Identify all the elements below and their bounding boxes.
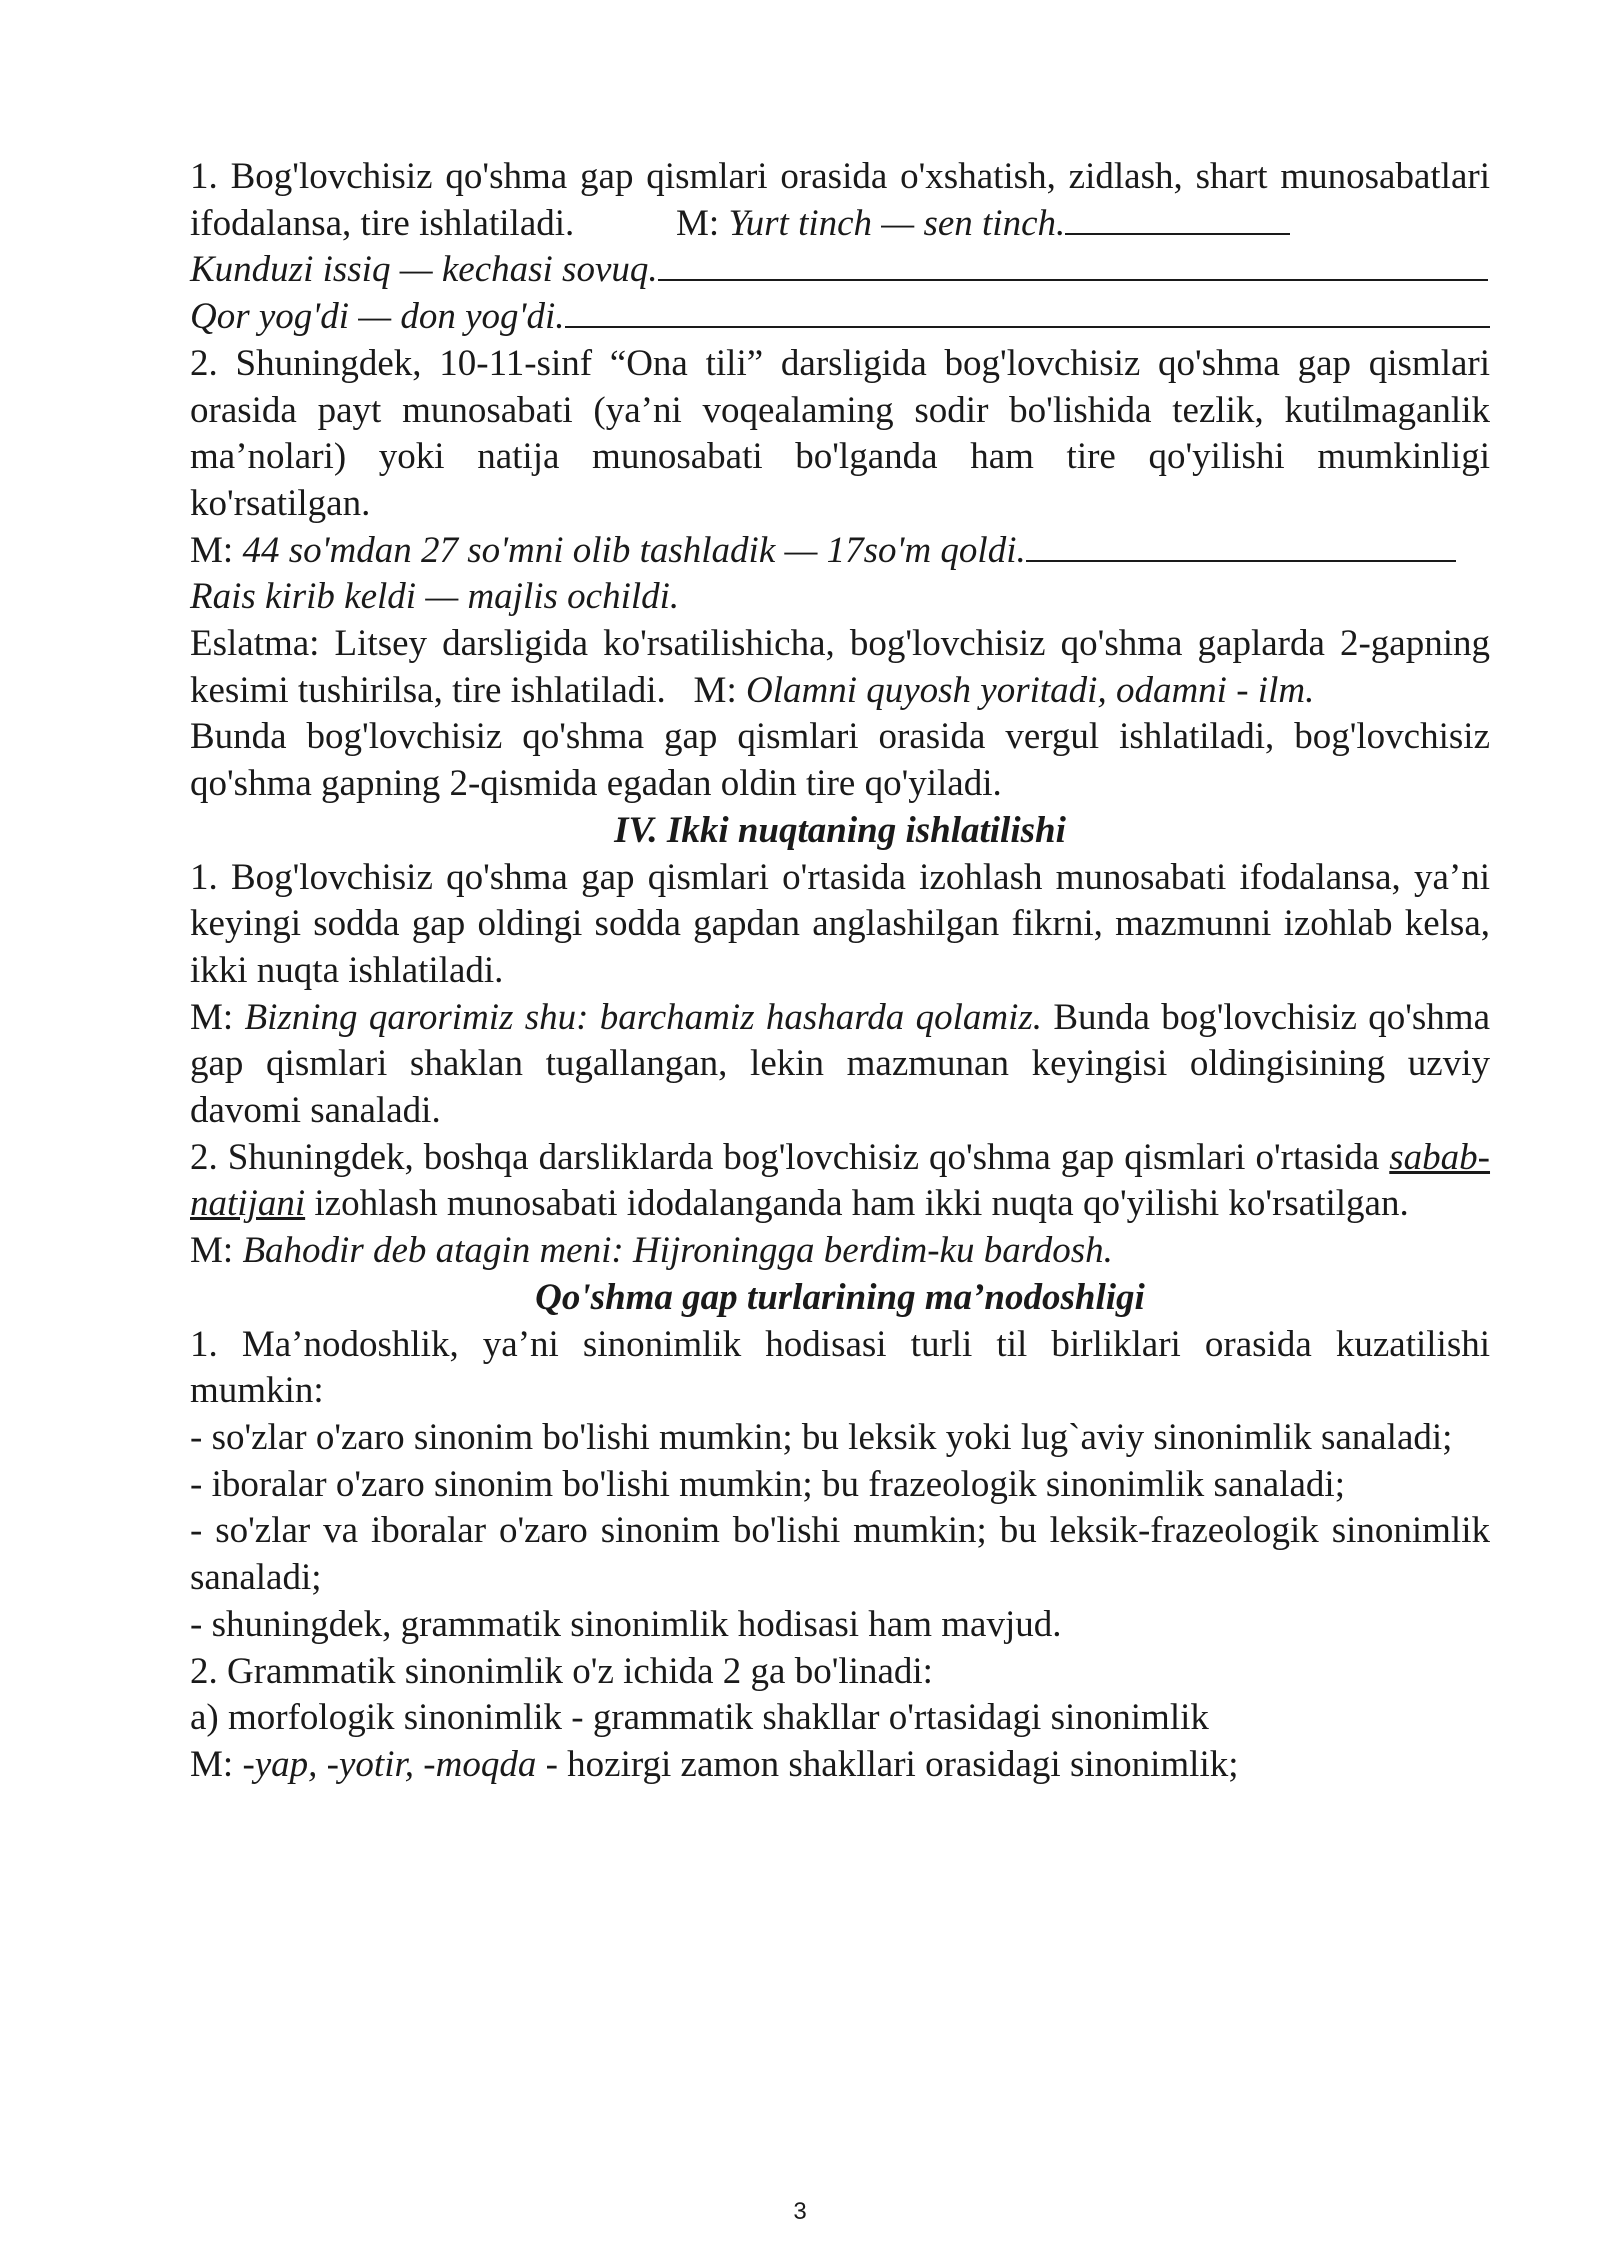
- list-item: - iboralar o'zaro sinonim bo'lishi mumkin; bu frazeologik sinonimlik sanaladi;: [190, 1463, 1345, 1505]
- paragraph-colon-2: [190, 1135, 1490, 1228]
- list-item: - shuningdek, grammatik sinonimlik hodisasi ham mavjud.: [190, 1603, 1062, 1645]
- example-text: Qor yog'di — don yog'di.: [190, 296, 565, 338]
- blank-line: [565, 296, 1490, 328]
- paragraph-synonymy-1: 1. Ma’nodoshlik, ya’ni sinonimlik hodisasi turli til birliklari orasida kuzatilishi mumkin:: [190, 1323, 1490, 1412]
- example-text: Olamni quyosh yoritadi, odamni - ilm.: [745, 669, 1315, 711]
- example-line: [190, 574, 1490, 621]
- example-line: [190, 247, 1490, 294]
- note-paragraph: [190, 621, 1490, 714]
- example-text: Rais kirib keldi — majlis ochildi.: [190, 576, 680, 618]
- paragraph-synonymy-2: 2. Grammatik sinonimlik o'z ichida 2 ga bo'linadi:: [190, 1650, 933, 1692]
- paragraph-tire-2: 2. Shuningdek, 10-11-sinf “Ona tili” darsligida bog'lovchisiz qo'shma gap qismlari orasida payt munosabati (ya’ni voqealaming sodir bo'lishida tezlik, kutilmaganlik ma’nolari) yoki natija munosabati bo'lganda ham tire qo'yilishi mumkinligi ko'rsatilgan.: [190, 342, 1490, 524]
- example-label: M:: [693, 669, 737, 711]
- paragraph-text: izohlash munosabati idodalanganda ham ikki nuqta qo'yilishi ko'rsatilgan.: [314, 1183, 1409, 1225]
- page-body: [190, 154, 1490, 1789]
- paragraph-text: 2. Shuningdek, boshqa darsliklarda bog'lovchisiz qo'shma gap qismlari o'rtasida: [190, 1136, 1380, 1178]
- example-label: M:: [676, 202, 720, 244]
- page-number: 3: [793, 2198, 807, 2225]
- example-line: [190, 528, 1490, 575]
- example-line: [190, 294, 1490, 341]
- example-text: Bizning qarorimiz shu: barchamiz hasharda qolamiz.: [244, 996, 1043, 1038]
- example-text: Bahodir deb atagin meni: Hijroningga berdim-ku bardosh.: [242, 1230, 1113, 1272]
- blank-line: [1065, 203, 1290, 235]
- section-heading: IV. Ikki nuqtaning ishlatilishi: [614, 809, 1066, 851]
- blank-line: [658, 249, 1488, 281]
- list-item: - so'zlar o'zaro sinonim bo'lishi mumkin; bu leksik yoki lug`aviy sinonimlik sanaladi;: [190, 1416, 1453, 1458]
- example-label: M:: [190, 996, 234, 1038]
- example-text: 44 so'mdan 27 so'mni olib tashladik — 17so'm qoldi.: [242, 529, 1026, 571]
- example-text: -yap, -yotir, -moqda: [242, 1743, 537, 1785]
- example-text: Kunduzi issiq — kechasi sovuq.: [190, 249, 658, 291]
- example-label: M:: [190, 1230, 234, 1272]
- example-line: [190, 1742, 1490, 1789]
- section-heading: Qo'shma gap turlarining ma’nodoshligi: [535, 1276, 1145, 1318]
- example-line: [190, 1228, 1490, 1275]
- note-tail: Bunda bog'lovchisiz qo'shma gap qismlari orasida vergul ishlatiladi, bog'lovchisiz qo'shma gapning 2-qismida egadan oldin tire qo'yiladi.: [190, 716, 1490, 805]
- note-text: Eslatma: Litsey darsligida ko'rsatilishicha, bog'lovchisiz qo'shma gaplarda 2-gapning kesimi tushirilsa, tire ishlatiladi.: [190, 623, 1490, 711]
- paragraph-text: - hozirgi zamon shakllari orasidagi sinonimlik;: [545, 1743, 1239, 1785]
- paragraph-tire-1: [190, 154, 1490, 247]
- underlined-term: sabab-natijani: [190, 1136, 1491, 1225]
- blank-line: [1026, 530, 1456, 562]
- example-text: Yurt tinch — sen tinch.: [728, 202, 1066, 244]
- paragraph-colon-1: 1. Bog'lovchisiz qo'shma gap qismlari o'rtasida izohlash munosabati ifodalansa, ya’ni keyingi sodda gap oldingi sodda gapdan anglashilgan fikrni, mazmunni izohlab kelsa, ikki nuqta ishlatiladi.: [190, 856, 1490, 991]
- example-label: M:: [190, 529, 234, 571]
- paragraph-text: 1. Bog'lovchisiz qo'shma gap qismlari orasida o'xshatish, zidlash, shart munosabatlari ifodalansa, tire ishlatiladi.: [190, 156, 1490, 244]
- example-paragraph: [190, 995, 1490, 1135]
- list-item: a) morfologik sinonimlik - grammatik shakllar o'rtasidagi sinonimlik: [190, 1697, 1209, 1739]
- list-item: - so'zlar va iboralar o'zaro sinonim bo'lishi mumkin; bu leksik-frazeologik sinonimlik sanaladi;: [190, 1510, 1490, 1599]
- example-label: M:: [190, 1743, 234, 1785]
- paragraph-text: Bunda bog'lovchisiz qo'shma gap qismlari shaklan tugallangan, lekin mazmunan keyingisi oldingisining uzviy davomi sanaladi.: [190, 996, 1491, 1132]
